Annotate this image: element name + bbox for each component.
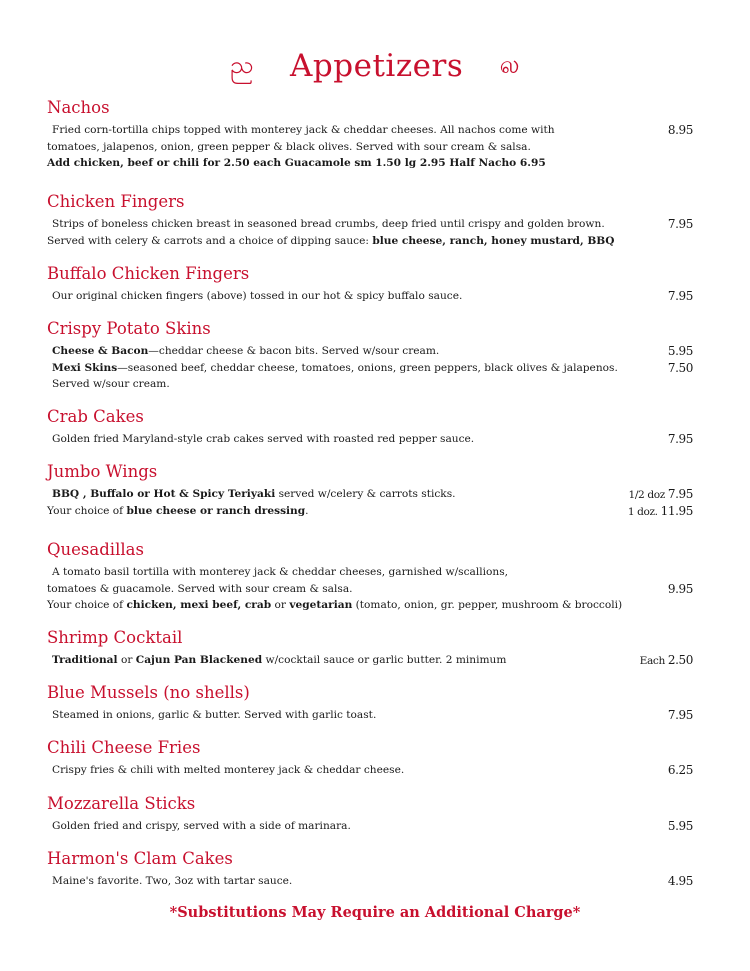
item-price: 5.95 [667,819,693,833]
variant-name: Cheese & Bacon [52,345,149,357]
description-text: . [305,504,309,517]
menu-section-shrimp-cocktail [47,628,693,669]
section-title: Quesadillas [47,540,144,559]
description-text: (tomato, onion, gr. pepper, mushroom & broccoli) [352,599,623,611]
section-title: Jumbo Wings [47,462,158,481]
ornament-left-icon: ည [229,51,254,79]
price-qty: 1/2 doz [628,489,665,501]
description-text: or [271,599,290,611]
menu-section-potato-skins [47,319,693,393]
item-description [47,597,693,614]
section-title: Crab Cakes [47,407,144,426]
ornament-right-icon: ல [499,51,521,79]
filling-options: vegetarian [289,599,353,611]
item-price: 9.95 [667,581,693,596]
item-price: 7.95 [667,217,693,231]
item-description [47,652,693,669]
item-description [47,360,693,377]
item-description [47,873,693,890]
section-title: Chicken Fingers [47,192,185,211]
item-price [640,652,693,670]
title-text: Appetizers [290,48,464,84]
item-description [47,431,693,448]
item-price [629,486,693,504]
section-title: Harmon's Clam Cakes [47,849,233,868]
menu-section-quesadillas [47,540,693,614]
item-description [47,288,693,305]
item-description: tomatoes, jalapenos, onion, green pepper & black olives. Served with sour cream & salsa. [47,140,531,153]
section-title: Chili Cheese Fries [47,738,201,757]
description-text: Our original chicken fingers (above) tossed in our hot & spicy buffalo sauce. [52,290,463,302]
menu-section-chili-cheese-fries [47,738,693,779]
item-description [47,216,693,233]
item-description [47,486,693,503]
section-title: Buffalo Chicken Fingers [47,264,250,283]
description-text: Golden fried Maryland-style crab cakes served with roasted red pepper sauce. [52,433,475,445]
section-title: Shrimp Cocktail [47,628,183,647]
description-text: Golden fried and crispy, served with a side of marinara. [52,820,351,832]
item-price: 7.95 [667,289,693,303]
item-price: 5.95 [667,344,693,358]
page-title [0,48,750,85]
section-title: Nachos [47,98,110,117]
section-title: Crispy Potato Skins [47,319,211,338]
variant-name: Traditional [52,654,118,666]
item-price: 8.95 [667,123,693,137]
item-description [47,581,693,598]
menu-section-crab-cakes [47,407,693,448]
item-description: Served w/sour cream. [52,378,170,390]
section-title: Blue Mussels (no shells) [47,683,250,702]
description-text: Your choice of [47,504,127,517]
menu-section-chicken-fingers [47,192,693,249]
price-value: 7.95 [667,487,693,501]
item-price: 7.50 [667,360,693,375]
substitutions-note: *Substitutions May Require an Additional Charge* [169,904,581,921]
description-text: w/cocktail sauce or garlic butter. 2 minimum [262,654,507,666]
description-text: —cheddar cheese & bacon bits. Served w/sour cream. [148,345,440,357]
price-value: 2.50 [667,653,693,667]
item-price: 4.95 [667,874,693,888]
item-description [47,818,693,835]
sauce-options: blue cheese, ranch, honey mustard, BBQ [372,234,615,247]
item-price: 7.95 [667,708,693,722]
description-text: Served with celery & carrots and a choice of dipping sauce: [47,234,373,247]
item-description [47,707,693,724]
item-price: 6.25 [667,763,693,777]
description-text: —seasoned beef, cheddar cheese, tomatoes, onions, green peppers, black olives & jalapenos. [117,361,618,374]
price-qty: Each [639,655,665,667]
menu-section-mozzarella-sticks [47,794,693,835]
item-description [47,122,693,139]
dressing-options: blue cheese or ranch dressing [126,504,306,517]
description-text: Your choice of [47,599,127,611]
item-description [47,343,693,360]
variant-name: Mexi Skins [52,361,118,374]
price-qty: 1 doz. [627,505,658,518]
description-text: tomatoes & guacamole. Served with sour cream & salsa. [47,582,353,595]
price-value: 11.95 [660,503,693,518]
menu-section-clam-cakes [47,849,693,890]
menu-section-nachos [47,98,693,172]
section-title: Mozzarella Sticks [47,794,196,813]
item-description [47,762,693,779]
filling-options: chicken, mexi beef, crab [126,599,272,611]
menu-section-buffalo-chicken-fingers [47,264,693,305]
addons-text: Add chicken, beef or chili for 2.50 each Guacamole sm 1.50 lg 2.95 Half Nacho 6.95 [47,157,546,169]
menu-section-blue-mussels [47,683,693,724]
description-text: Fried corn-tortilla chips topped with monterey jack & cheddar cheeses. All nachos come with [52,124,555,136]
item-price [628,503,693,521]
description-text: or [117,654,136,666]
description-text: Steamed in onions, garlic & butter. Served with garlic toast. [52,709,377,721]
item-price: 7.95 [667,432,693,446]
description-text: Maine's favorite. Two, 3oz with tartar sauce. [52,875,293,887]
variant-name: Cajun Pan Blackened [135,654,263,666]
item-addons [47,155,693,172]
item-description [47,233,693,250]
description-text: Strips of boneless chicken breast in seasoned bread crumbs, deep fried until crispy and golden brown. [52,218,605,230]
item-description [47,503,693,520]
description-text: Crispy fries & chili with melted monterey jack & cheddar cheese. [52,764,405,776]
variant-name: BBQ , Buffalo or Hot & Spicy Teriyaki [52,488,276,500]
item-description: A tomato basil tortilla with monterey jack & cheddar cheeses, garnished w/scallions, [52,566,509,578]
description-text: served w/celery & carrots sticks. [275,488,456,500]
menu-section-jumbo-wings [47,462,693,519]
